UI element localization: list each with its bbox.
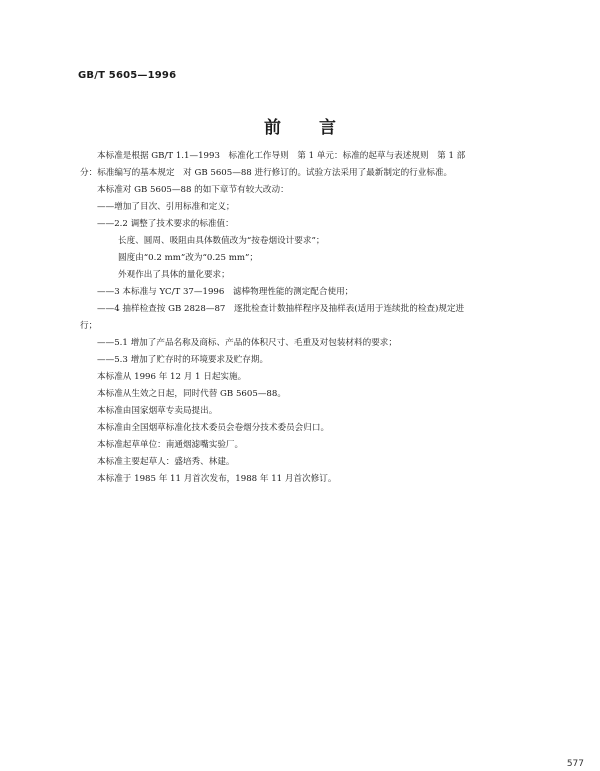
paragraph-line: ——2.2 调整了技术要求的标准值： xyxy=(97,219,234,229)
foreword-body xyxy=(80,148,525,488)
page-title: 前言 xyxy=(264,118,374,138)
paragraph-line: ——增加了目次、引用标准和定义； xyxy=(97,202,235,212)
paragraph-line: ——4 抽样检查按 GB 2828—87 逐批检查计数抽样程序及抽样表(适用于连续批的检查)规定进 xyxy=(97,304,465,314)
page-number: 577 xyxy=(566,759,584,769)
paragraph-line: 本标准从生效之日起，同时代替 GB 5605—88。 xyxy=(97,389,286,399)
paragraph-line: 本标准从 1996 年 12 月 1 日起实施。 xyxy=(97,372,247,382)
paragraph-line: ——5.3 增加了贮存时的环境要求及贮存期。 xyxy=(97,355,269,365)
paragraph-line: 外观作出了具体的量化要求； xyxy=(118,270,230,280)
paragraph-line: 本标准对 GB 5605—88 的如下章节有较大改动： xyxy=(97,185,289,195)
paragraph-line: 行； xyxy=(80,321,98,331)
paragraph-line: 本标准起草单位：南通烟滤嘴实验厂。 xyxy=(97,440,244,450)
paragraph-line: 长度、圆周、吸阻由具体数值改为“按卷烟设计要求”； xyxy=(118,236,325,246)
paragraph-line: 本标准于 1985 年 11 月首次发布，1988 年 11 月首次修订。 xyxy=(97,474,337,484)
paragraph-line: 本标准由国家烟草专卖局提出。 xyxy=(97,406,218,416)
paragraph-line: 本标准是根据 GB/T 1.1—1993 标准化工作导则 第 1 单元：标准的起草与表述规则 第 1 部 xyxy=(97,151,466,161)
paragraph-line: 本标准由全国烟草标准化技术委员会卷烟分技术委员会归口。 xyxy=(97,423,330,433)
standard-code: GB/T 5605—1996 xyxy=(78,70,177,81)
paragraph-line: 本标准主要起草人：盛培秀、林建。 xyxy=(97,457,235,467)
paragraph-line: ——5.1 增加了产品名称及商标、产品的体积尺寸、毛重及对包装材料的要求； xyxy=(97,338,397,348)
paragraph-line: ——3 本标准与 YC/T 37—1996 滤棒物理性能的测定配合使用； xyxy=(97,287,354,297)
paragraph-line: 圆度由“0.2 mm”改为“0.25 mm”； xyxy=(118,253,258,263)
paragraph-line: 分：标准编写的基本规定 对 GB 5605—88 进行修订的。试验方法采用了最新制定的行业标准。 xyxy=(80,168,453,178)
